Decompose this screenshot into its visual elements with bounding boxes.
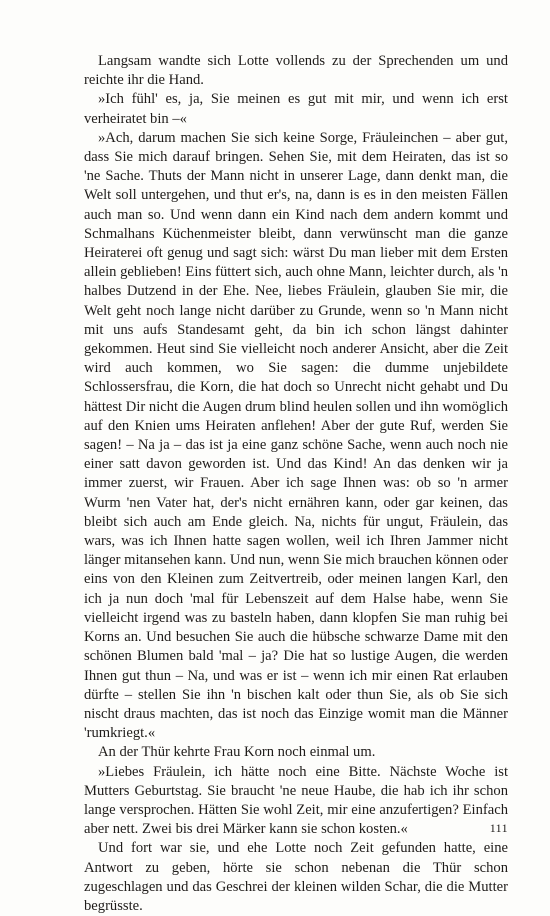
paragraph: »Ich fühl' es, ja, Sie meinen es gut mit mir, und wenn ich erst verheiratet bin –« <box>84 91 508 127</box>
paragraph: Langsam wandte sich Lotte vollends zu der Sprechenden um und reichte ihr die Hand. <box>84 53 508 89</box>
paragraph: An der Thür kehrte Frau Korn noch einmal um. <box>98 744 376 761</box>
paragraph: Und fort war sie, und ehe Lotte noch Zeit gefunden hatte, eine Antwort zu geben, hörte sie schon nebenan die Thür schon zugeschlagen und das Geschrei der kleinen wilden Schar, die die Mutter begrüsste. <box>84 840 508 914</box>
paragraph: »Ach, darum machen Sie sich keine Sorge, Fräuleinchen – aber gut, dass Sie mich darauf bringen. Sehen Sie, mit dem Heiraten, das ist so 'ne Sache. Thuts der Mann nicht in unserer Lage, dann denkt man, die Welt soll untergehen, und thut er's, na, dann is es in den meisten Fällen auch man so. Und wenn dann ein Kind nach dem andern kommt und Schmalhans Küchenmeister bleibt, dann verwünscht man die ganze Heiraterei oft genug und sagt sich: wärst Du man lieber mit dem Ersten allein geblieben! Eins füttert sich, auch ohne Mann, leichter durch, als 'n halbes Dutzend in der Ehe. Nee, liebes Fräulein, glauben Sie mir, die Welt geht noch lange nicht darüber zu Grunde, wenn so 'n Mann nicht mit uns aufs Standesamt geht, da bin ich schon längst dahinter gekommen. Heut sind Sie vielleicht noch anderer Ansicht, aber die Zeit wird auch kommen, wo Sie sagen: die dumme unjebildete Schlossersfrau, die Korn, die hat doch so Unrecht nicht gehabt und Du hättest Dir nicht die Augen drum blind heulen sollen und ihn womöglich auf den Knien ums Heiraten anflehen! Aber der gute Ruf, werden Sie sagen! – Na ja – das ist ja eine ganz schöne Sache, wenn auch noch nie einer satt davon geworden ist. Und das Kind! An das denken wir ja immer zuerst, wir Frauen. Aber ich sage Ihnen was: ob so 'n armer Wurm 'nen Vater hat, der's nicht ernähren kann, oder gar keinen, das bleibt sich auch am Ende gleich. Na, nichts für ungut, Fräulein, das wars, was ich Ihnen hatte sagen wollen, weil ich Ihren Jammer nicht länger mitansehen kann. Und nun, wenn Sie mich brauchen können oder eins von den Kleinen zum Zeitvertreib, oder meinen langen Karl, den ich ja nun doch 'mal für Lebenszeit auf dem Halse habe, wenn Sie vielleicht irgend was zu basteln haben, dann klopfen Sie man ruhig bei Korns an. Und besuchen Sie auch die hübsche schwarze Dame mit den schönen Blumen bald 'mal – ja? Die hat so lustige Augen, die werden Ihnen gut thun – Na, und was er ist – wenn ich mir einen Rat erlauben dürfte – stellen Sie ihn 'n bischen kalt oder thun Sie, als ob Sie sich nischt draus machten, das ist noch das Einzige womit man die Männer 'rumkriegt.« <box>84 129 508 742</box>
page-number: 111 <box>489 821 508 835</box>
body-text <box>84 52 508 916</box>
paragraph: »Liebes Fräulein, ich hätte noch eine Bitte. Nächste Woche ist Mutters Geburtstag. Sie braucht 'ne neue Haube, die hab ich ihr schon lange versprochen. Hätten Sie wohl Zeit, mir eine anzufertigen? Einfach aber nett. Zwei bis drei Märker kann sie schon kosten.« <box>84 763 508 838</box>
